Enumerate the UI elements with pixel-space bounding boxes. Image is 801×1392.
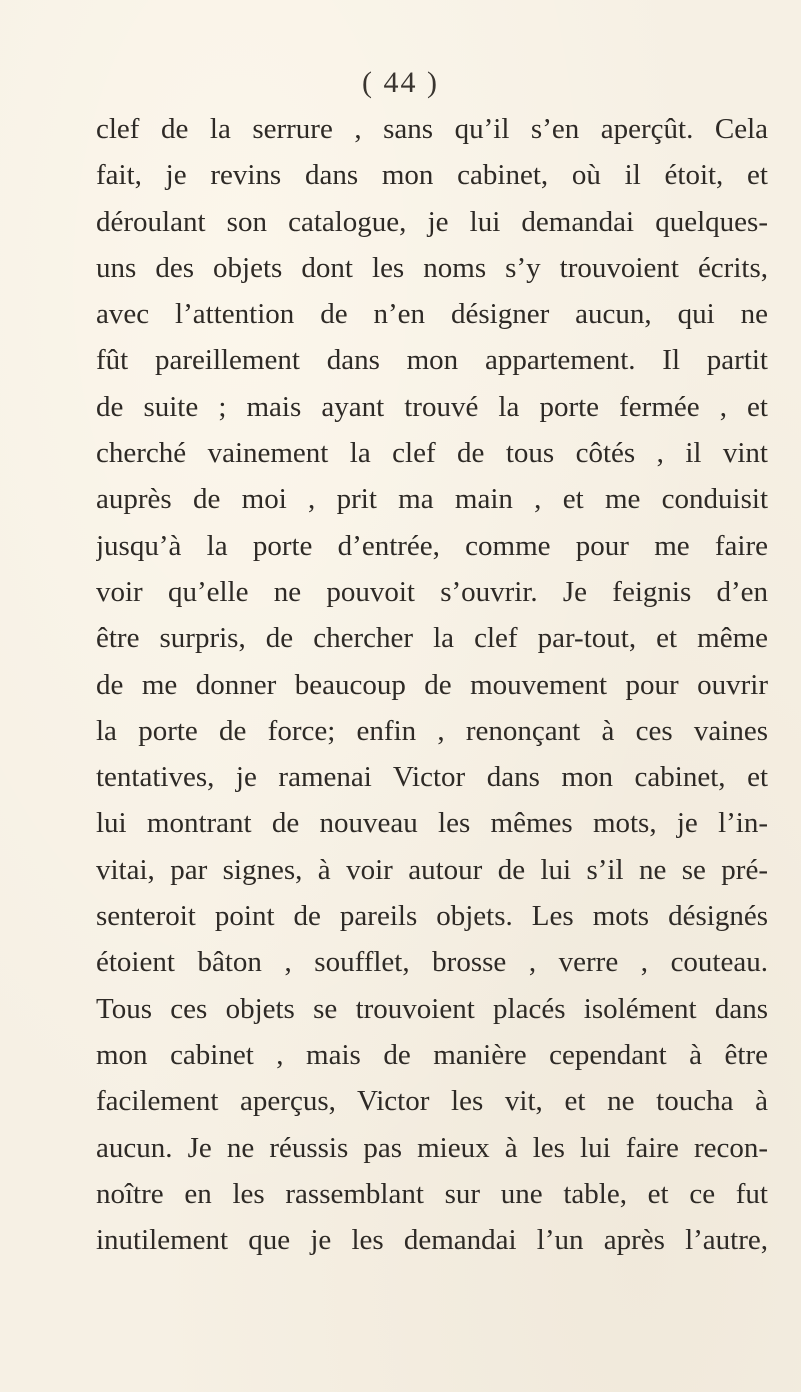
text-line: étoient bâton , soufflet, brosse , verre , couteau.: [96, 946, 768, 979]
text-line: fût pareillement dans mon appartement. Il partit: [96, 344, 768, 377]
text-line: voir qu’elle ne pouvoit s’ouvrir. Je feignis d’en: [96, 575, 768, 608]
text-line: inutilement que je les demandai l’un après l’autre,: [96, 1224, 768, 1257]
text-line: Tous ces objets se trouvoient placés isolément dans: [96, 992, 768, 1025]
text-line: de me donner beaucoup de mouvement pour ouvrir: [96, 668, 768, 701]
text-line: facilement aperçus, Victor les vit, et ne toucha à: [96, 1085, 768, 1118]
text-line: lui montrant de nouveau les mêmes mots, je l’in-: [96, 807, 768, 840]
text-line: auprès de moi , prit ma main , et me conduisit: [96, 483, 768, 516]
text-line: aucun. Je ne réussis pas mieux à les lui faire recon-: [96, 1131, 768, 1164]
text-line: cherché vainement la clef de tous côtés , il vint: [96, 437, 768, 470]
text-line: déroulant son catalogue, je lui demandai quelques-: [96, 205, 768, 238]
text-line: tentatives, je ramenai Victor dans mon cabinet, et: [96, 761, 768, 794]
text-line: mon cabinet , mais de manière cependant à être: [96, 1038, 768, 1071]
text-line: fait, je revins dans mon cabinet, où il étoit, et: [96, 159, 768, 192]
text-line: uns des objets dont les noms s’y trouvoient écrits,: [96, 251, 768, 284]
text-line: vitai, par signes, à voir autour de lui s’il ne se pré-: [96, 853, 768, 886]
page-number: ( 44 ): [362, 66, 439, 99]
text-line: de suite ; mais ayant trouvé la porte fermée , et: [96, 390, 768, 423]
text-line: noître en les rassemblant sur une table, et ce fut: [96, 1177, 768, 1210]
body-text: [96, 106, 768, 1263]
text-line: avec l’attention de n’en désigner aucun, qui ne: [96, 298, 768, 331]
text-line: senteroit point de pareils objets. Les mots désignés: [96, 900, 768, 933]
text-line: être surpris, de chercher la clef par-tout, et même: [96, 622, 768, 655]
text-line: la porte de force; enfin , renonçant à ces vaines: [96, 714, 768, 747]
text-line: jusqu’à la porte d’entrée, comme pour me faire: [96, 529, 768, 562]
text-line: clef de la serrure , sans qu’il s’en aperçût. Cela: [96, 113, 768, 145]
